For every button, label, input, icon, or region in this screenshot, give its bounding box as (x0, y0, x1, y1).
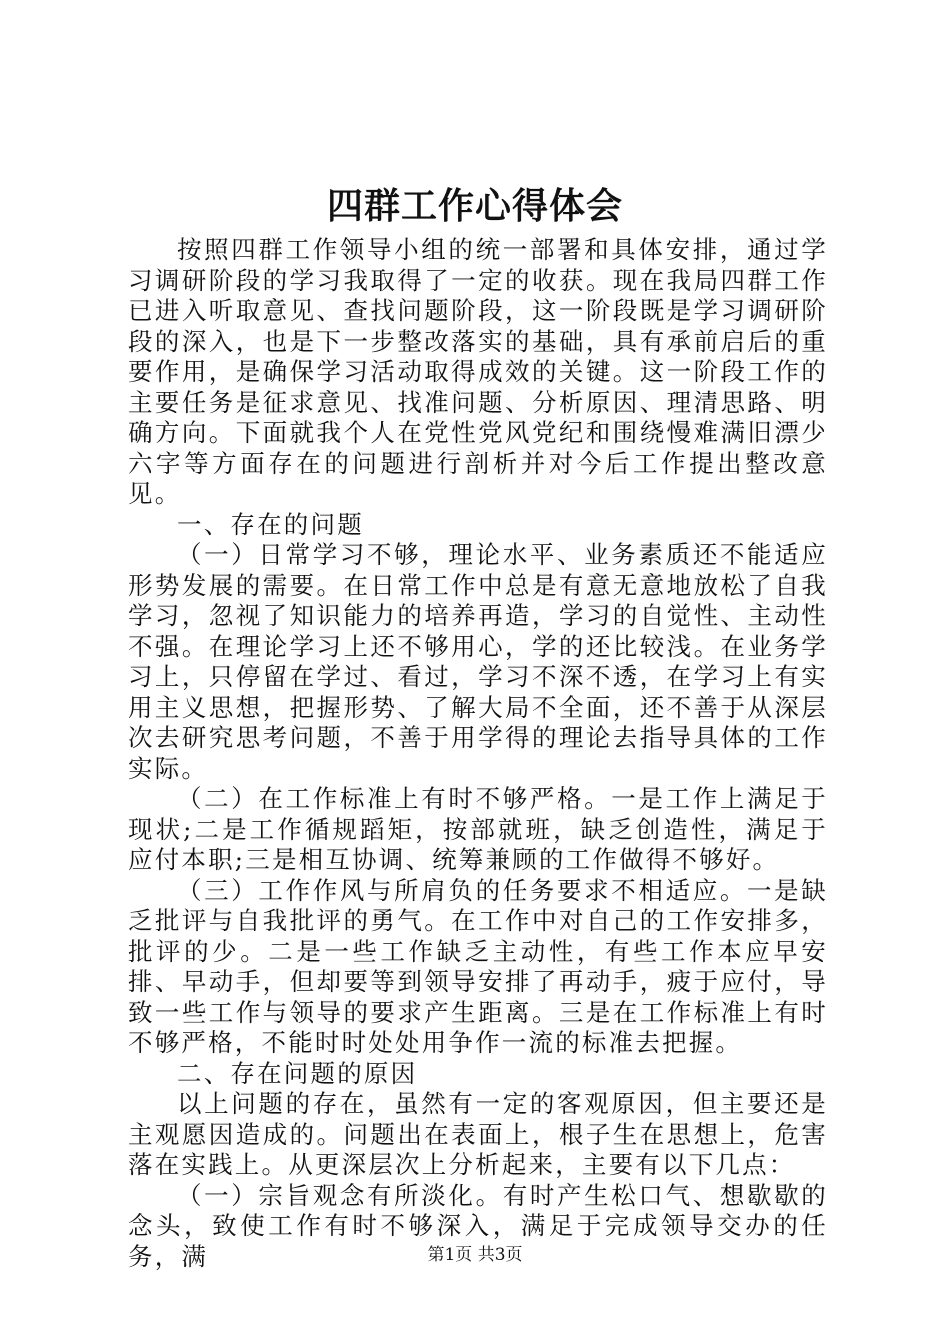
paragraph-causes-intro: 以上问题的存在，虽然有一定的客观原因，但主要还是主观愿因造成的。问题出在表面上，根子生在思想上，危害落在实践上。从更深层次上分析起来，主要有以下几点： (128, 1089, 828, 1179)
section-heading-problems: 一、存在的问题 (177, 509, 364, 539)
paragraph-cause-1: （一）宗旨观念有所淡化。有时产生松口气、想歇歇的念头，致使工作有时不够深入，满足于完成领导交办的任务，满 (128, 1180, 828, 1271)
section-heading-causes: 二、存在问题的原因 (177, 1058, 418, 1088)
paragraph-problem-3: （三）工作作风与所肩负的任务要求不相适应。一是缺乏批评与自我批评的勇气。在工作中对自己的工作安排多，批评的少。二是一些工作缺乏主动性，有些工作本应早安排、早动手，但却要等到领导安排了再动手，疲于应付，导致一些工作与领导的要求产生距离。三是在工作标准上有时不够严格，不能时时处处用争作一流的标准去把握。 (128, 875, 828, 1057)
document-body (128, 235, 828, 1272)
paragraph-intro: 按照四群工作领导小组的统一部署和具体安排，通过学习调研阶段的学习我取得了一定的收获。现在我局四群工作已进入听取意见、查找问题阶段，这一阶段既是学习调研阶段的深入，也是下一步整改落实的基础，具有承前启后的重要作用，是确保学习活动取得成效的关键。这一阶段工作的主要任务是征求意见、找准问题、分析原因、理清思路、明确方向。下面就我个人在党性党风党纪和围绕慢难满旧漂少六字等方面存在的问题进行剖析并对今后工作提出整改意见。 (128, 235, 828, 508)
paragraph-problem-2: （二）在工作标准上有时不够严格。一是工作上满足于现状;二是工作循规蹈矩，按部就班，缺乏创造性，满足于应付本职;三是相互协调、统筹兼顾的工作做得不够好。 (128, 784, 828, 874)
document-title: 四群工作心得体会 (326, 185, 623, 227)
page-number-footer: 第1页 共3页 (427, 1245, 523, 1265)
paragraph-problem-1: （一）日常学习不够，理论水平、业务素质还不能适应形势发展的需要。在日常工作中总是有意无意地放松了自我学习，忽视了知识能力的培养再造，学习的自觉性、主动性不强。在理论学习上还不够用心，学的还比较浅。在业务学习上，只停留在学过、看过，学习不深不透，在学习上有实用主义思想，把握形势、了解大局不全面，还不善于从深层次去研究思考问题，不善于用学得的理论去指导具体的工作实际。 (128, 540, 828, 783)
